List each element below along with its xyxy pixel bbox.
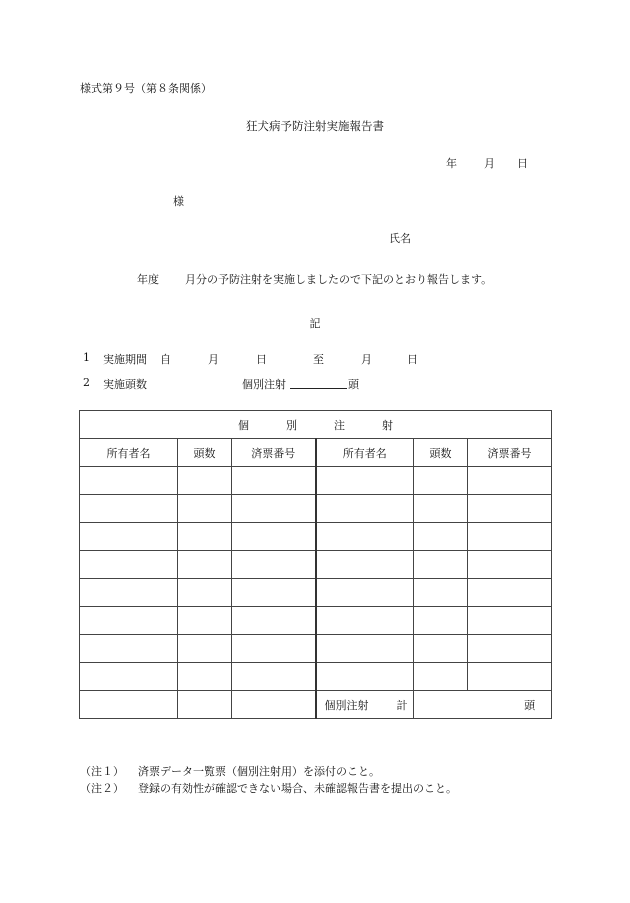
form-number: 様式第９号（第８条関係） [80, 82, 212, 95]
ki-heading: 記 [309, 317, 321, 330]
date-day-label: 日 [517, 157, 528, 170]
period-to-month: 月 [361, 353, 372, 366]
statement-text: 月分の予防注射を実施しましたので下記のとおり報告します。 [185, 273, 493, 286]
note-1-text: 済票データ一覧票（個別注射用）を添付のこと。 [138, 765, 380, 778]
note-2-label: （注２） [80, 782, 124, 795]
period-from-month: 月 [208, 353, 219, 366]
count-unit: 頭 [348, 378, 359, 391]
column-header-owner: 所有者名 [80, 439, 178, 467]
column-header-tag-number: 済票番号 [468, 439, 552, 467]
table-row [80, 523, 552, 551]
table-row [80, 635, 552, 663]
table-row [80, 467, 552, 495]
note-1-label: （注１） [80, 765, 124, 778]
note-2-text: 登録の有効性が確認できない場合、未確認報告書を提出のこと。 [138, 782, 457, 795]
column-header-count: 頭数 [414, 439, 468, 467]
table-row [80, 607, 552, 635]
injection-table [79, 410, 552, 719]
date-year-label: 年 [446, 157, 457, 170]
fiscal-year-label: 年度 [137, 273, 159, 286]
table-row [80, 551, 552, 579]
table-row [80, 663, 552, 691]
item-number: 2 [83, 376, 90, 389]
column-header-owner: 所有者名 [316, 439, 414, 467]
column-header-tag-number: 済票番号 [232, 439, 316, 467]
count-blank-line[interactable] [290, 388, 347, 389]
period-to: 至 [313, 353, 324, 366]
period-label: 実施期間 [103, 353, 147, 366]
document-title: 狂犬病予防注射実施報告書 [246, 119, 384, 133]
name-label: 氏名 [389, 232, 411, 245]
period-from: 自 [160, 353, 171, 366]
table-group-title: 個 別 注 射 [80, 411, 552, 439]
period-from-day: 日 [256, 353, 267, 366]
count-label: 実施頭数 [103, 378, 147, 391]
note-2 [80, 780, 600, 796]
column-header-count: 頭数 [178, 439, 232, 467]
total-value[interactable]: 頭 [414, 691, 552, 719]
item-number: 1 [83, 351, 90, 364]
individual-injection-label: 個別注射 [242, 378, 286, 391]
table-total-row [80, 691, 552, 719]
addressee-honorific: 様 [173, 195, 184, 208]
period-to-day: 日 [407, 353, 418, 366]
table-row [80, 579, 552, 607]
total-label: 個別注射 計 [316, 691, 414, 719]
note-1 [80, 763, 600, 779]
table-row [80, 495, 552, 523]
date-month-label: 月 [484, 157, 495, 170]
